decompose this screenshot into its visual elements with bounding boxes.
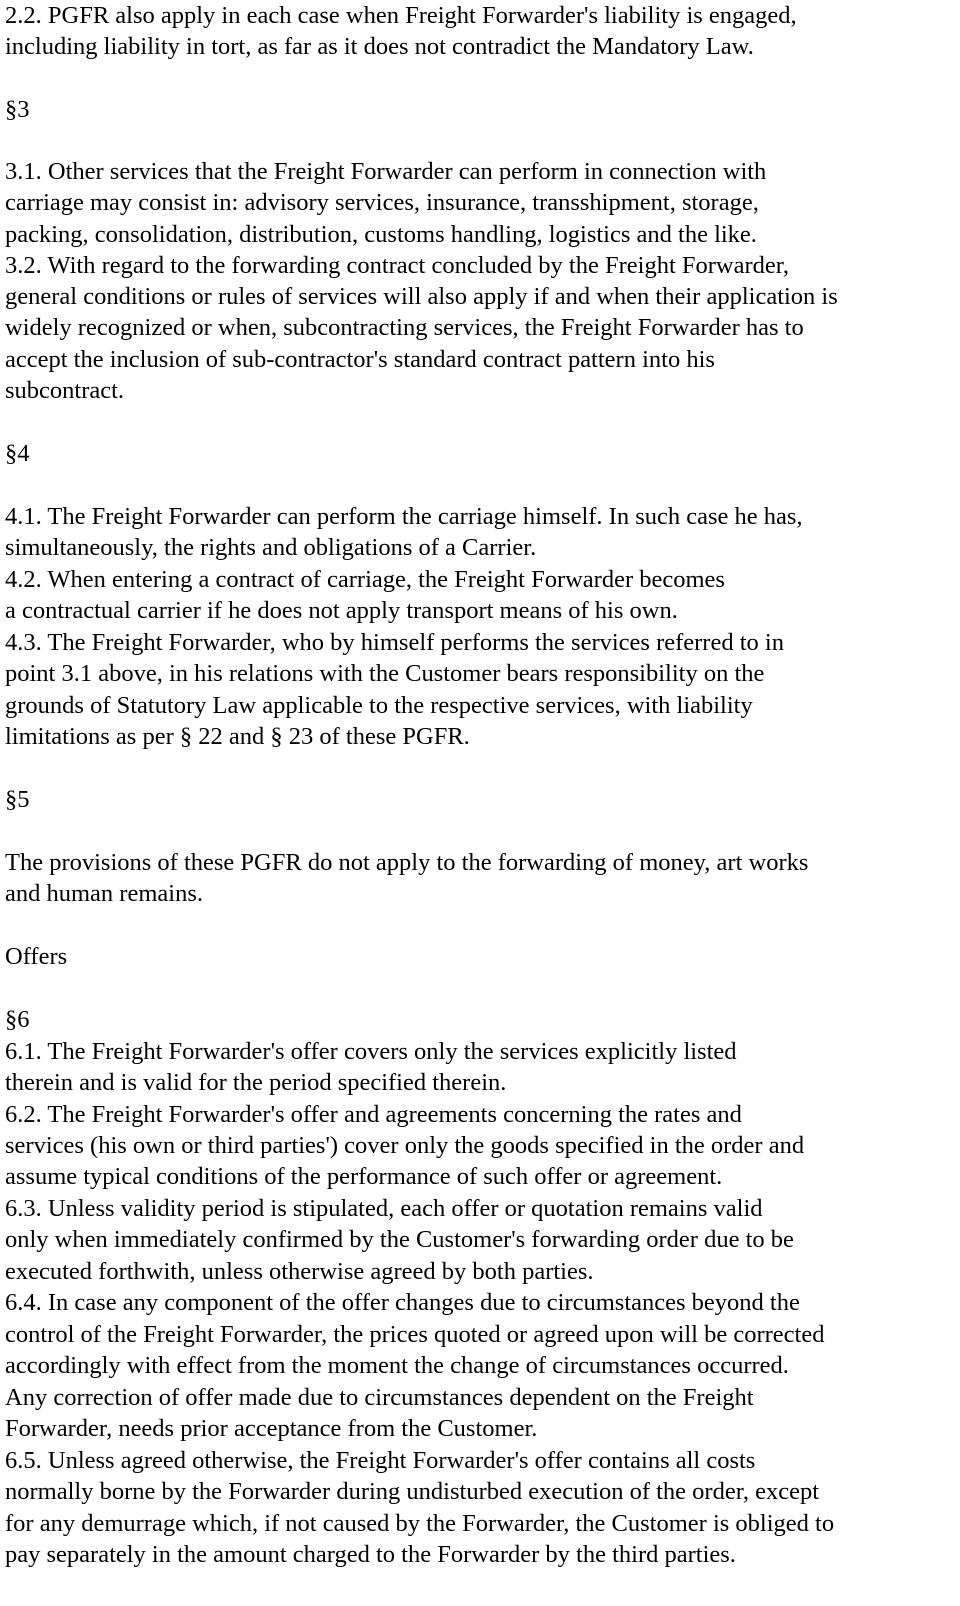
text-line: and human remains.: [5, 880, 203, 907]
text-line: point 3.1 above, in his relations with the Customer bears responsibility on the: [5, 660, 765, 687]
text-line: 4.3. The Freight Forwarder, who by himself performs the services referred to in: [5, 629, 784, 656]
text-line: 6.3. Unless validity period is stipulated, each offer or quotation remains valid: [5, 1195, 763, 1222]
text-line: 4.1. The Freight Forwarder can perform the carriage himself. In such case he has,: [5, 503, 803, 530]
text-line: accordingly with effect from the moment the change of circumstances occurred.: [5, 1352, 789, 1379]
text-line: assume typical conditions of the performance of such offer or agreement.: [5, 1163, 723, 1190]
section-heading: §4: [5, 440, 30, 467]
text-line: 3.1. Other services that the Freight Forwarder can perform in connection with: [5, 158, 767, 185]
text-line: 6.1. The Freight Forwarder's offer covers only the services explicitly listed: [5, 1038, 737, 1065]
text-line: limitations as per § 22 and § 23 of these PGFR.: [5, 723, 470, 750]
section-heading: §3: [5, 96, 30, 123]
text-line: executed forthwith, unless otherwise agreed by both parties.: [5, 1258, 594, 1285]
text-line: 6.5. Unless agreed otherwise, the Freight Forwarder's offer contains all costs: [5, 1447, 756, 1474]
text-line: 4.2. When entering a contract of carriage, the Freight Forwarder becomes: [5, 566, 725, 593]
text-line: a contractual carrier if he does not apply transport means of his own.: [5, 597, 678, 624]
text-line: 3.2. With regard to the forwarding contract concluded by the Freight Forwarder,: [5, 252, 790, 279]
text-line: control of the Freight Forwarder, the prices quoted or agreed upon will be corrected: [5, 1321, 825, 1348]
text-line: pay separately in the amount charged to the Forwarder by the third parties.: [5, 1541, 736, 1568]
text-line: normally borne by the Forwarder during undisturbed execution of the order, except: [5, 1478, 820, 1505]
text-line: packing, consolidation, distribution, customs handling, logistics and the like.: [5, 221, 757, 248]
text-line: The provisions of these PGFR do not apply to the forwarding of money, art works: [5, 849, 809, 876]
text-line: including liability in tort, as far as it does not contradict the Mandatory Law.: [5, 33, 754, 60]
text-line: general conditions or rules of services will also apply if and when their application is: [5, 283, 838, 310]
text-line: Forwarder, needs prior acceptance from the Customer.: [5, 1415, 538, 1442]
text-line: Any correction of offer made due to circumstances dependent on the Freight: [5, 1384, 754, 1411]
text-line: carriage may consist in: advisory services, insurance, transshipment, storage,: [5, 189, 759, 216]
text-line: 2.2. PGFR also apply in each case when Freight Forwarder's liability is engaged,: [5, 2, 797, 29]
text-line: simultaneously, the rights and obligations of a Carrier.: [5, 534, 537, 561]
text-line: subcontract.: [5, 377, 125, 404]
text-line: only when immediately confirmed by the Customer's forwarding order due to be: [5, 1226, 794, 1253]
text-line: services (his own or third parties') cover only the goods specified in the order and: [5, 1132, 805, 1159]
text-line: 6.4. In case any component of the offer changes due to circumstances beyond the: [5, 1289, 800, 1316]
section-heading: §5: [5, 786, 30, 813]
text-line: widely recognized or when, subcontracting services, the Freight Forwarder has to: [5, 314, 804, 341]
text-line: therein and is valid for the period specified therein.: [5, 1069, 507, 1096]
chapter-heading: Offers: [5, 943, 68, 970]
text-line: grounds of Statutory Law applicable to the respective services, with liability: [5, 692, 753, 719]
section-heading: §6: [5, 1006, 30, 1033]
text-line: accept the inclusion of sub-contractor's standard contract pattern into his: [5, 346, 715, 373]
text-line: for any demurrage which, if not caused by the Forwarder, the Customer is obliged to: [5, 1510, 835, 1537]
text-line: 6.2. The Freight Forwarder's offer and agreements concerning the rates and: [5, 1101, 742, 1128]
